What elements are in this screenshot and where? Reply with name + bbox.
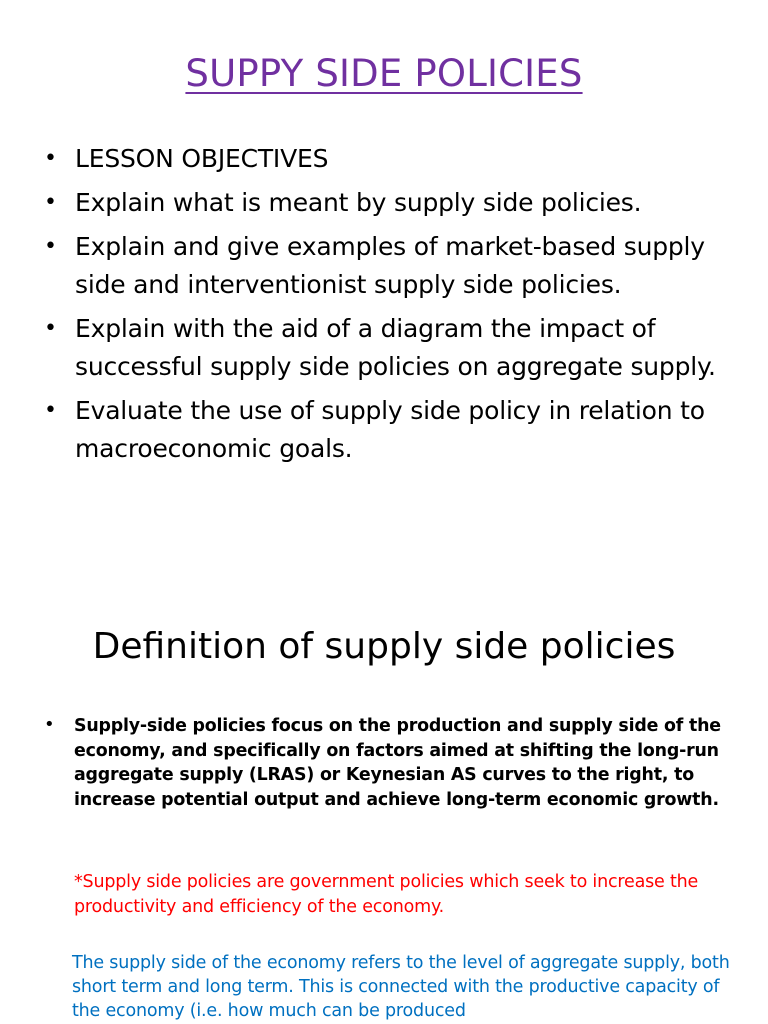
list-item [40,310,740,386]
objective-text: Explain what is meant by supply side policies. [75,188,642,217]
definition-bullet [40,714,730,812]
blue-note: The supply side of the economy refers to the level of aggregate supply, both short term and long term. This is connected with the productive capacity of the economy (i.e. how much can be produced [72,953,730,1021]
objective-text: Explain with the aid of a diagram the impact of successful supply side policies on aggregate supply. [75,314,716,381]
list-item [40,228,740,304]
objective-text: Explain and give examples of market-based supply side and interventionist supply side policies. [75,232,705,299]
bullet-icon: • [44,398,57,423]
red-note: *Supply side policies are government policies which seek to increase the productivity and efficiency of the economy. [74,872,699,917]
list-item [40,392,740,468]
bullet-icon: • [44,316,57,341]
objective-text: LESSON OBJECTIVES [75,144,329,173]
bullet-icon: • [44,234,57,259]
bullet-icon: • [44,190,57,215]
objective-text: Evaluate the use of supply side policy in relation to macroeconomic goals. [75,396,705,463]
bullet-icon: • [44,146,57,171]
definition-text: Supply-side policies focus on the production and supply side of the economy, and specifically on factors aimed at shifting the long-run aggregate supply (LRAS) or Keynesian AS curves to the right, to increase potential output and achieve long-term economic growth. [74,716,721,810]
list-item [40,140,740,178]
page-title: SUPPY SIDE POLICIES [185,52,583,95]
bullet-icon: • [44,714,55,735]
definition-heading: Definition of supply side policies [92,626,676,667]
list-item [40,184,740,222]
lesson-objectives-list [40,140,740,474]
